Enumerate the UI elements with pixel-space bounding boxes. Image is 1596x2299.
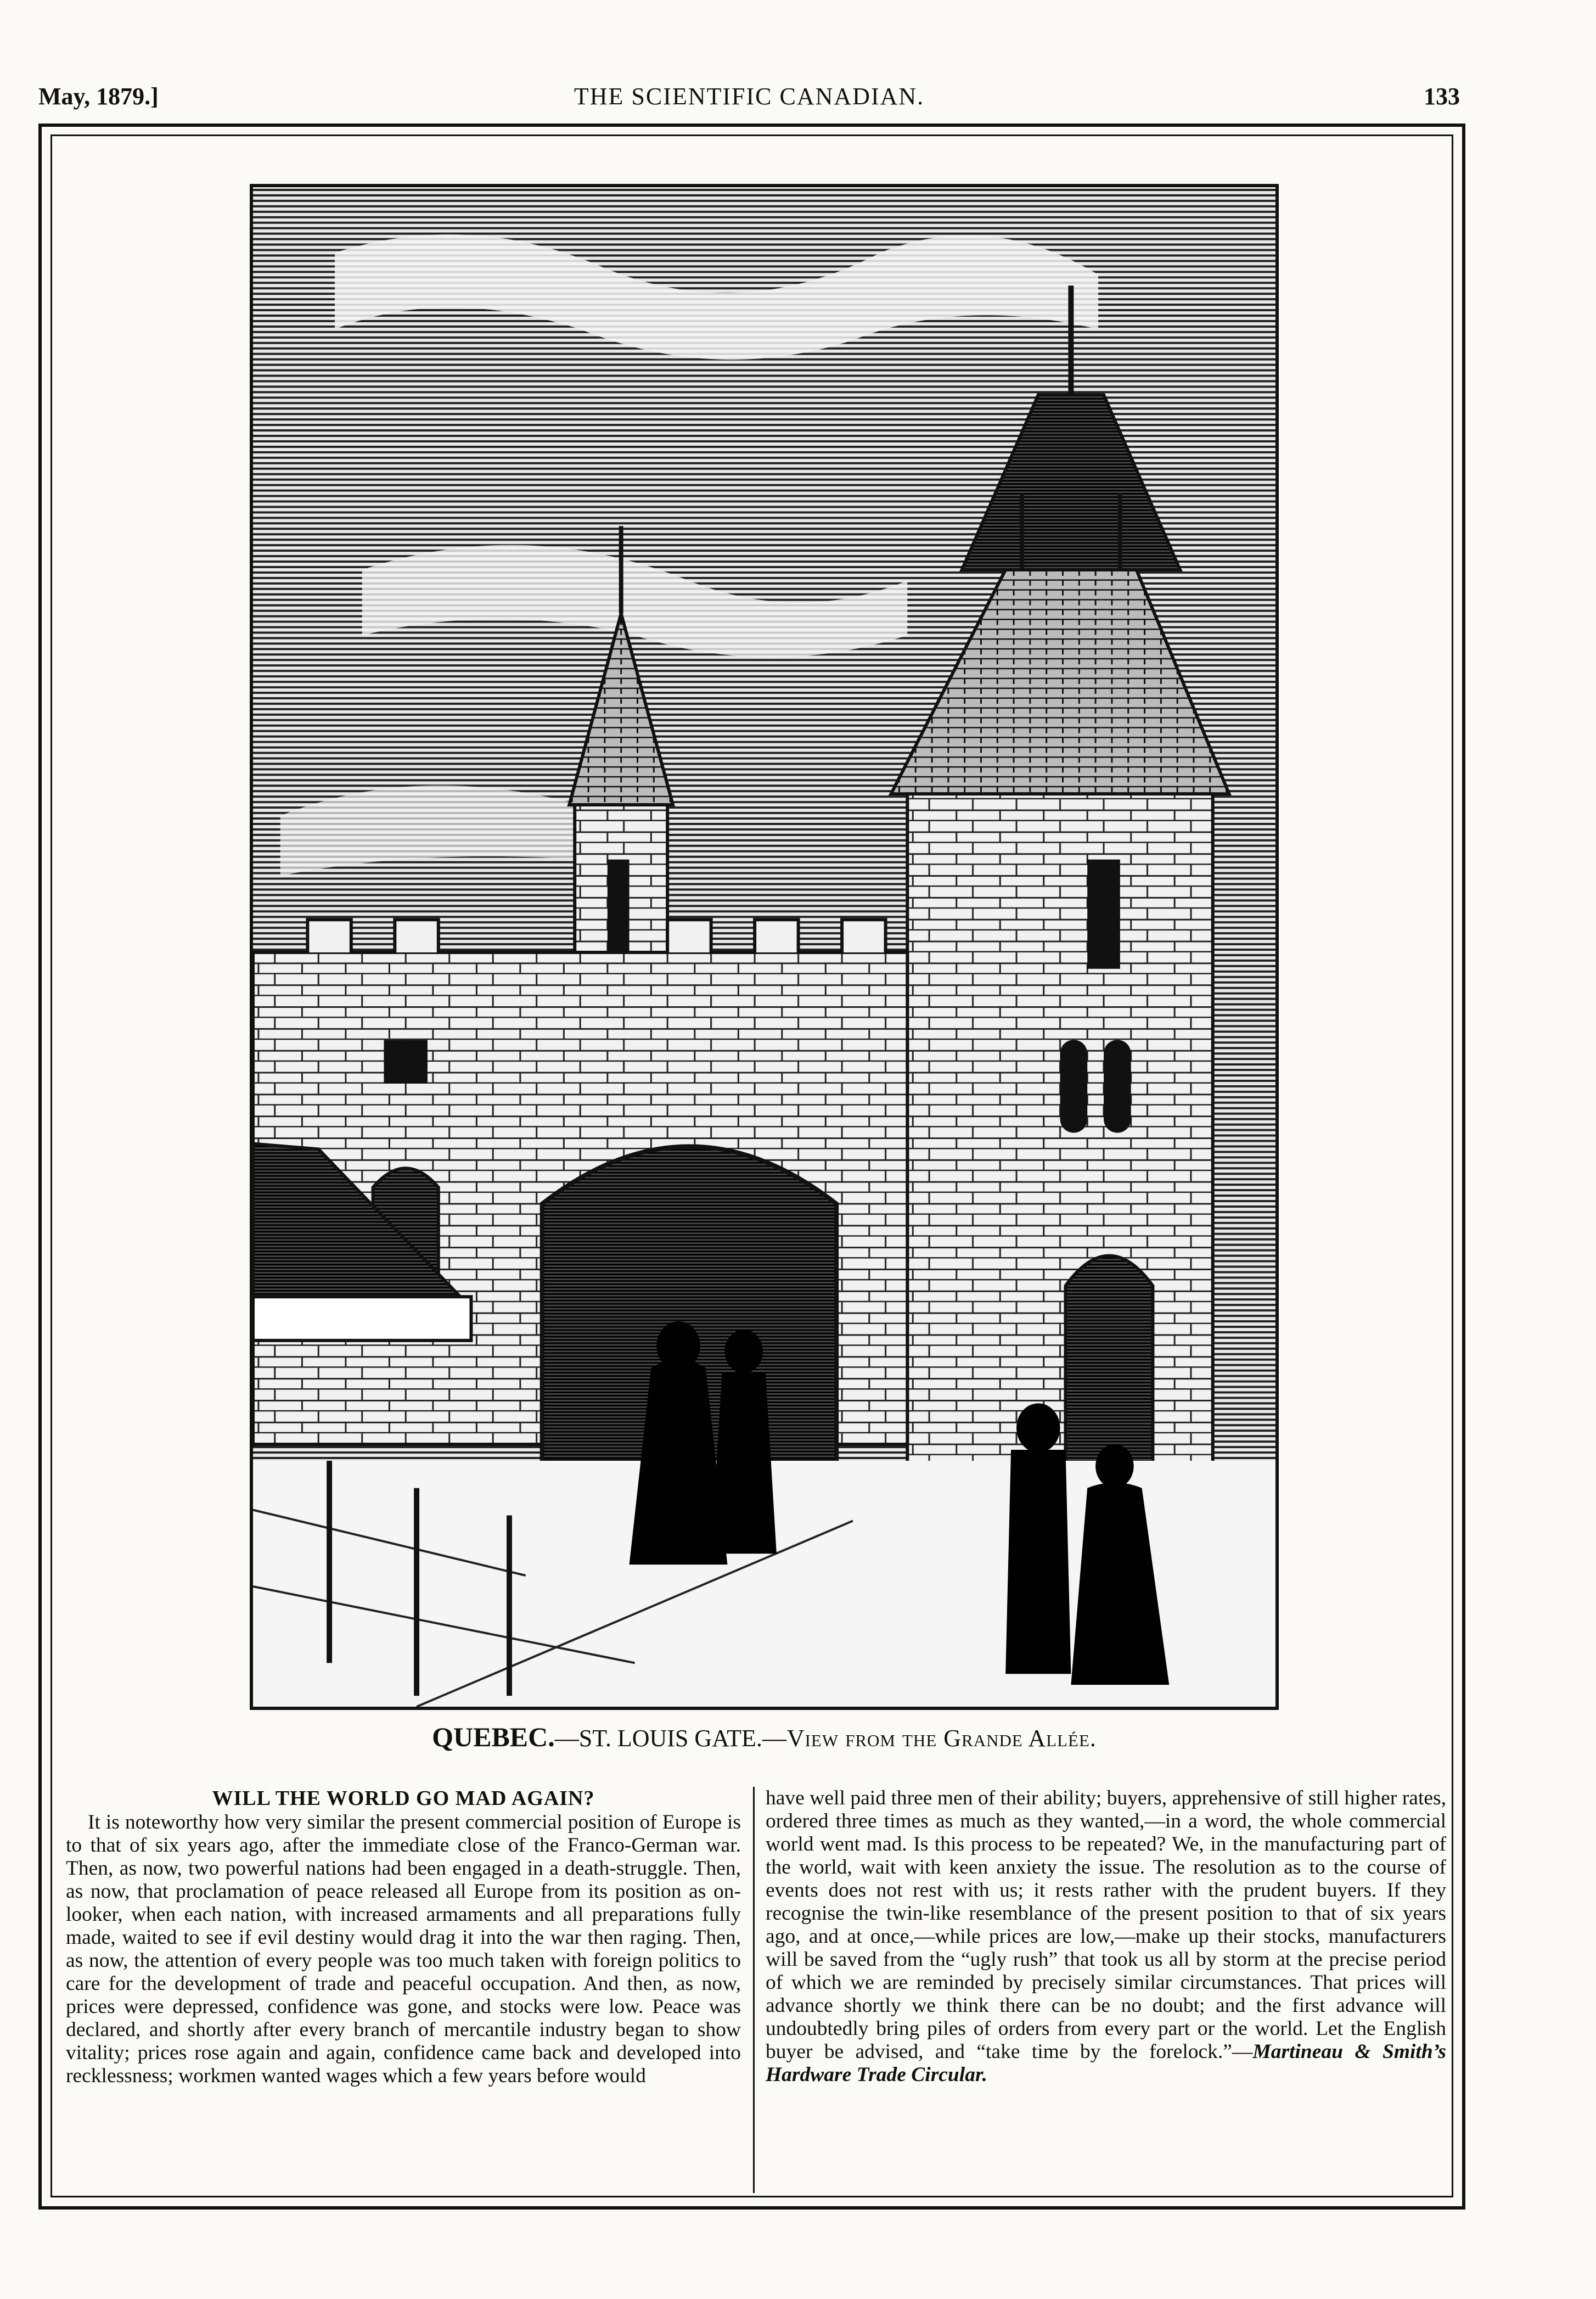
publication-title: THE SCIENTIFIC CANADIAN. [574,83,925,110]
caption-place: QUEBEC. [432,1722,555,1752]
engraving-image [253,187,1275,1707]
issue-date: May, 1879.] [38,83,159,110]
page-number: 133 [1424,83,1460,110]
column-divider [753,1787,755,2193]
article-body-left: It is noteworthy how very similar the present commercial position of Europe is to that of six years ago, after the immediate close of the Franco-German war. Then, as now, two powerful nations had been engaged in a death-struggle. Then, as now, that proclamation of peace released all Europe from its position as on-looker, when each nation, with increased armaments and all preparations fully made, waited to see if evil destiny would drag it into the war then raging. Then, as now, the attention of every people was too much taken with foreign politics to care for the development of trade and peaceful occupation. And then, as now, prices were depressed, confidence was gone, and stocks were low. Peace was declared, and shortly after every branch of mercantile industry began to show vitality; prices rose again and again, confidence came back and developed into recklessness; workmen wanted wages which a few years before would [66,1811,741,2087]
illustration-caption [250,1721,1279,1753]
caption-main: —ST. LOUIS GATE. [554,1725,762,1752]
article-attribution: Martineau & Smith’s Hardware Trade Circular. [766,2040,1446,2086]
article-body-right-wrapper [766,1787,1446,2087]
article-title: WILL THE WORLD GO MAD AGAIN? [212,1787,595,1810]
article-column-right [766,1787,1446,2087]
article-column-left [66,1787,741,2088]
caption-subtitle: —View from the Grande Allée. [762,1725,1097,1752]
article-body-right: have well paid three men of their ability; buyers, apprehensive of still higher rates, ordered three times as much as they wanted,—in a word, the whole commercial world went mad. Is this process to be repeated? We, in the manufacturing part of the world, wait with keen anxiety the issue. The resolution as to the course of events does not rest with us; it rests rather with the prudent buyers. If they recognise the twin-like resemblance of the present position to that of six years ago, and at once,—while prices are low,—make up their stocks, manufacturers will be saved from the “ugly rush” that took us all by storm at the precise period of which we are reminded by precisely similar circumstances. That prices will advance shortly we think there can be no doubt; and the first advance will undoubtedly bring piles of orders from every part or the world. Let the English buyer be advised, and “take time by the forelock.”— [766,1787,1446,2063]
st-louis-gate-engraving [250,184,1279,1710]
